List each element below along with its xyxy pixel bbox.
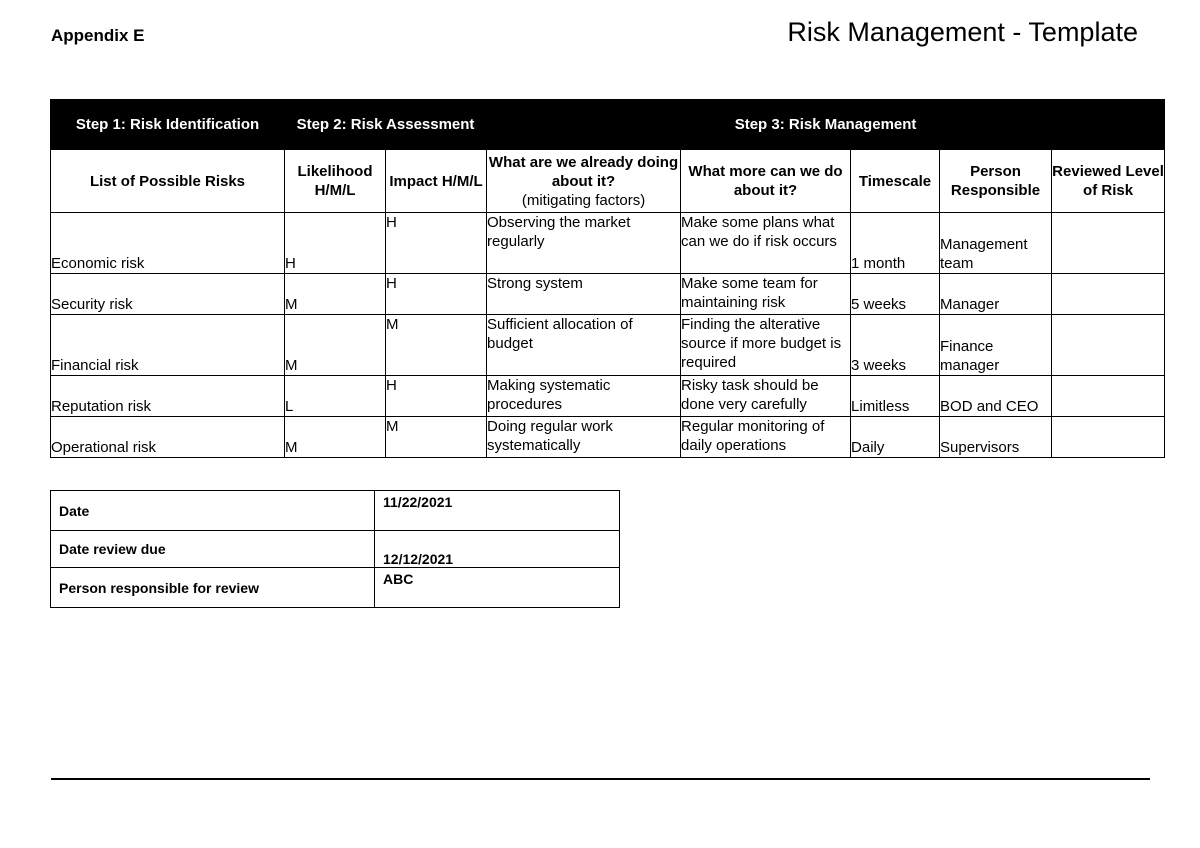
appendix-label: Appendix E <box>51 26 145 45</box>
more-cell: Make some team for maintaining risk <box>681 274 851 315</box>
risk-table <box>50 99 1165 458</box>
reviewed-cell <box>1052 376 1165 417</box>
reviewed-cell <box>1052 274 1165 315</box>
doing-cell: Sufficient allocation of budget <box>487 315 681 376</box>
date-label: Date <box>51 491 375 531</box>
step-header-row <box>51 100 1165 150</box>
col-doing-sublabel: (mitigating factors) <box>521 191 646 209</box>
step3-header: Step 3: Risk Management <box>487 100 1165 150</box>
column-header-row <box>51 150 1165 213</box>
person-cell: Finance manager <box>940 315 1052 376</box>
doing-cell: Making systematic procedures <box>487 376 681 417</box>
reviewed-cell <box>1052 315 1165 376</box>
person-responsible-label: Person responsible for review <box>51 568 375 608</box>
risk-name: Operational risk <box>51 417 285 458</box>
review-row-person <box>51 568 620 608</box>
date-review-due-value: 12/12/2021 <box>375 531 620 568</box>
date-value: 11/22/2021 <box>375 491 620 531</box>
col-doing <box>487 150 681 213</box>
col-timescale: Timescale <box>851 150 940 213</box>
person-cell: Manager <box>940 274 1052 315</box>
col-likelihood: Likelihood H/M/L <box>285 150 386 213</box>
step2-header: Step 2: Risk Assessment <box>285 100 487 150</box>
likelihood-cell: M <box>285 417 386 458</box>
likelihood-cell: M <box>285 315 386 376</box>
risk-name: Security risk <box>51 274 285 315</box>
person-cell: Supervisors <box>940 417 1052 458</box>
impact-cell: H <box>386 274 487 315</box>
step1-header: Step 1: Risk Identification <box>51 100 285 150</box>
more-cell: Finding the alterative source if more budget is required <box>681 315 851 376</box>
risk-name: Reputation risk <box>51 376 285 417</box>
col-reviewed: Reviewed Level of Risk <box>1052 150 1165 213</box>
person-cell: BOD and CEO <box>940 376 1052 417</box>
table-row <box>51 376 1165 417</box>
review-row-due <box>51 531 620 568</box>
date-review-due-label: Date review due <box>51 531 375 568</box>
col-doing-label: What are we already doing about it? <box>488 153 679 190</box>
doing-cell: Doing regular work systematically <box>487 417 681 458</box>
likelihood-cell: M <box>285 274 386 315</box>
likelihood-cell: L <box>285 376 386 417</box>
footer-divider <box>51 778 1150 780</box>
review-table <box>50 490 620 608</box>
table-row <box>51 417 1165 458</box>
more-cell: Make some plans what can we do if risk occurs <box>681 213 851 274</box>
more-cell: Risky task should be done very carefully <box>681 376 851 417</box>
table-row <box>51 213 1165 274</box>
timescale-cell: Limitless <box>851 376 940 417</box>
timescale-cell: 3 weeks <box>851 315 940 376</box>
likelihood-cell: H <box>285 213 386 274</box>
col-risks: List of Possible Risks <box>51 150 285 213</box>
col-person: Person Responsible <box>940 150 1052 213</box>
timescale-cell: Daily <box>851 417 940 458</box>
reviewed-cell <box>1052 417 1165 458</box>
impact-cell: H <box>386 213 487 274</box>
person-responsible-value: ABC <box>375 568 620 608</box>
document-title: Risk Management - Template <box>787 17 1138 47</box>
reviewed-cell <box>1052 213 1165 274</box>
risk-name: Economic risk <box>51 213 285 274</box>
more-cell: Regular monitoring of daily operations <box>681 417 851 458</box>
impact-cell: M <box>386 417 487 458</box>
impact-cell: M <box>386 315 487 376</box>
review-row-date <box>51 491 620 531</box>
timescale-cell: 5 weeks <box>851 274 940 315</box>
col-more: What more can we do about it? <box>681 150 851 213</box>
person-cell: Management team <box>940 213 1052 274</box>
doing-cell: Observing the market regularly <box>487 213 681 274</box>
risk-name: Financial risk <box>51 315 285 376</box>
doing-cell: Strong system <box>487 274 681 315</box>
col-impact: Impact H/M/L <box>386 150 487 213</box>
table-row <box>51 274 1165 315</box>
table-row <box>51 315 1165 376</box>
timescale-cell: 1 month <box>851 213 940 274</box>
impact-cell: H <box>386 376 487 417</box>
